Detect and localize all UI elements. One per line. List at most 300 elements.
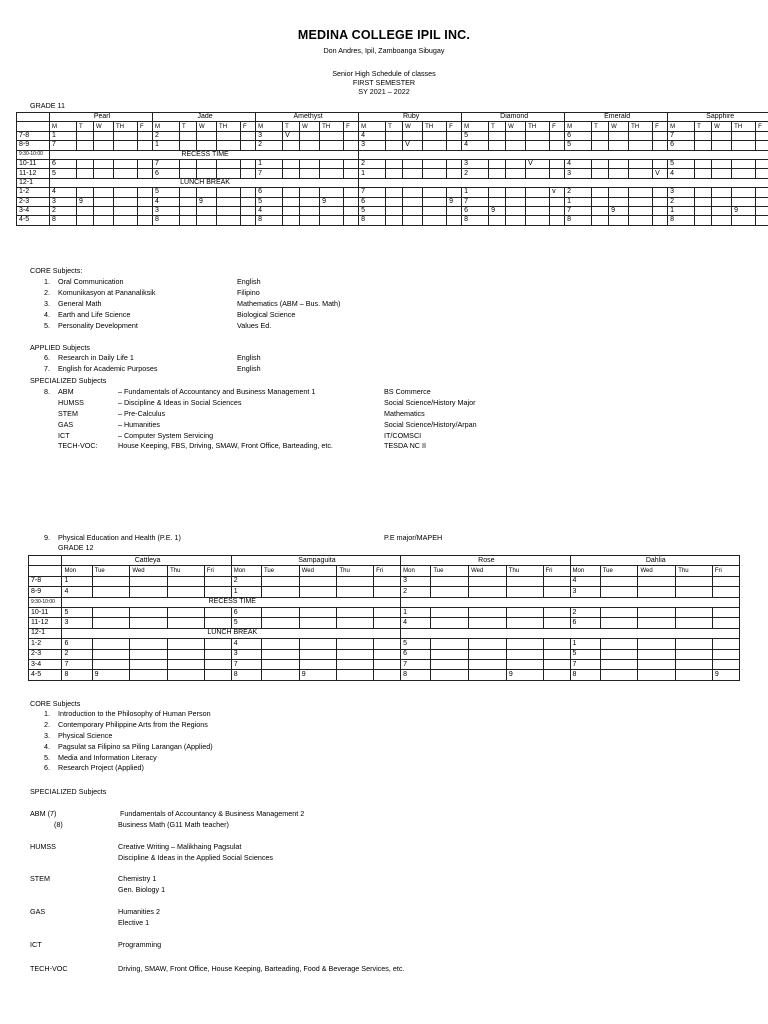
g12-schedule-cell (299, 587, 337, 597)
g11-day-header: T (592, 122, 609, 131)
g11-schedule-cell (592, 206, 609, 215)
g12-schedule-cell: 8 (62, 670, 92, 680)
subject-name: Physical Science (58, 730, 113, 740)
g11-day-header: M (359, 122, 386, 131)
g11-schedule-cell (180, 131, 197, 140)
g11-schedule-cell (344, 206, 359, 215)
g12-schedule-cell (638, 659, 676, 669)
g11-schedule-cell (609, 159, 629, 168)
g12-schedule-cell (130, 670, 168, 680)
g11-schedule-cell (423, 206, 447, 215)
g11-schedule-cell (506, 131, 526, 140)
table-row (17, 188, 768, 197)
school-address: Don Andres, Ipil, Zamboanga Sibugay (323, 46, 445, 55)
g12-schedule-cell (712, 618, 739, 628)
g11-schedule-cell (320, 216, 344, 225)
g11-schedule-cell (283, 206, 300, 215)
g11-schedule-cell (138, 169, 153, 178)
g11-schedule-cell (300, 216, 320, 225)
g11-schedule-cell: 5 (153, 188, 180, 197)
g11-schedule-cell (695, 169, 712, 178)
g12-schedule-cell (299, 649, 337, 659)
subject-name: – Pre-Calculus (118, 408, 166, 418)
g11-schedule-cell (94, 159, 114, 168)
g12-schedule-cell (168, 649, 205, 659)
g11-schedule-cell: 4 (565, 159, 592, 168)
g11-schedule-cell: 7 (153, 159, 180, 168)
g11-schedule-cell (344, 141, 359, 150)
g11-schedule-cell (526, 131, 550, 140)
g11-schedule-cell: 9 (609, 206, 629, 215)
g12-schedule-cell (638, 618, 676, 628)
g11-schedule-cell (526, 197, 550, 206)
g11-schedule-cell (550, 206, 565, 215)
g11-schedule-cell (386, 169, 403, 178)
g11-schedule-cell (241, 169, 256, 178)
g11-schedule-cell: 6 (565, 131, 592, 140)
g12-time-cell: 11-12 (29, 618, 62, 628)
subject-name: Oral Communication (58, 277, 124, 286)
g12-schedule-cell (92, 618, 130, 628)
g11-day-header: M (256, 122, 283, 131)
g11-schedule-cell (283, 141, 300, 150)
item-number: 4. (44, 309, 50, 319)
g12-time-cell: 2-3 (29, 649, 62, 659)
g11-schedule-cell (423, 188, 447, 197)
g11-schedule-cell (609, 188, 629, 197)
g11-schedule-cell (300, 131, 320, 140)
g11-schedule-cell: 3 (462, 159, 489, 168)
g12-schedule-cell (130, 659, 168, 669)
g11-day-header: W (403, 122, 423, 131)
g11-schedule-cell (447, 159, 462, 168)
g11-schedule-cell (241, 159, 256, 168)
g11-schedule-cell: 6 (668, 141, 695, 150)
strand-name: ABM (58, 387, 74, 396)
list-item (58, 441, 748, 452)
g11-schedule-cell (283, 197, 300, 206)
g11-day-header: TH (320, 122, 344, 131)
g11-schedule-cell: 3 (565, 169, 592, 178)
g11-day-header: W (712, 122, 732, 131)
g12-schedule-cell: 6 (231, 607, 261, 617)
g12-schedule-cell (374, 576, 401, 586)
g11-schedule-cell (629, 141, 653, 150)
g11-specialized-list (58, 387, 748, 452)
g11-schedule-cell (447, 141, 462, 150)
g12-schedule-cell (261, 639, 299, 649)
g11-schedule-cell (526, 188, 550, 197)
g11-schedule-cell (114, 159, 138, 168)
g11-schedule-cell (217, 197, 241, 206)
faculty-requirement: IT/COMSCI (384, 430, 422, 440)
g12-day-header: Fri (712, 566, 739, 576)
g12-schedule-cell (204, 587, 231, 597)
g11-schedule-cell (217, 206, 241, 215)
g11-schedule-cell (197, 206, 217, 215)
item-number: 6. (44, 763, 50, 773)
g11-schedule-cell (386, 216, 403, 225)
g11-schedule-cell (550, 169, 565, 178)
g12-schedule-cell (130, 576, 168, 586)
g12-schedule-cell (261, 576, 299, 586)
g12-schedule-cell: 4 (62, 587, 92, 597)
g11-lunch-cell: LUNCH BREAK (50, 178, 359, 187)
list-item (44, 753, 744, 764)
g12-schedule-cell (374, 618, 401, 628)
g11-schedule-cell (712, 188, 732, 197)
g11-schedule-cell (77, 206, 94, 215)
g12-schedule-cell (92, 607, 130, 617)
g11-schedule-cell: 8 (153, 216, 180, 225)
item-number: 6. (44, 353, 50, 362)
g11-schedule-cell (506, 141, 526, 150)
item-number: 3. (44, 298, 50, 308)
g12-schedule-cell (431, 639, 469, 649)
g11-schedule-cell (489, 197, 506, 206)
table-row (17, 141, 768, 150)
g12-day-header: Fri (543, 566, 570, 576)
g11-schedule-cell (217, 188, 241, 197)
item-number: 4. (44, 741, 50, 751)
g11-schedule-cell (550, 141, 565, 150)
faculty-requirement: Biological Science (237, 309, 296, 319)
g11-schedule-cell: 7 (256, 169, 283, 178)
item-number: 7. (44, 363, 50, 373)
g11-schedule-cell (423, 141, 447, 150)
list-item (44, 310, 744, 321)
g11-schedule-cell (403, 159, 423, 168)
g11-schedule-cell (695, 141, 712, 150)
g11-schedule-cell (695, 206, 712, 215)
g12-schedule-cell (261, 670, 299, 680)
g12-schedule-cell (299, 618, 337, 628)
g11-schedule-cell (447, 216, 462, 225)
g11-schedule-cell (197, 131, 217, 140)
g12-schedule-cell: 2 (62, 649, 92, 659)
item-number: 5. (44, 752, 50, 762)
table-row (29, 649, 740, 659)
g12-schedule-cell (337, 576, 374, 586)
g12-schedule-cell (261, 659, 299, 669)
g11-schedule-cell (114, 141, 138, 150)
g12-schedule-cell (374, 670, 401, 680)
faculty-requirement: Mathematics (384, 408, 425, 418)
table-row (17, 178, 768, 187)
grade-12-label: GRADE 12 (58, 543, 94, 552)
g11-schedule-cell: 6 (50, 159, 77, 168)
g11-schedule-cell: 5 (359, 206, 386, 215)
g11-schedule-cell (197, 188, 217, 197)
g12-schedule-cell (431, 649, 469, 659)
g12-time-cell: 1-2 (29, 639, 62, 649)
g11-schedule-cell (217, 216, 241, 225)
g12-schedule-cell: 2 (231, 576, 261, 586)
g11-day-header: W (300, 122, 320, 131)
g11-schedule-cell (77, 159, 94, 168)
g11-schedule-cell: 8 (50, 216, 77, 225)
g11-time-cell: 12-1 (17, 178, 50, 187)
subject-name: – Humanities (118, 419, 160, 429)
g11-schedule-cell (300, 188, 320, 197)
g11-schedule-cell: 7 (50, 141, 77, 150)
subject-name: Research in Daily Life 1 (58, 353, 134, 362)
g11-schedule-cell (695, 188, 712, 197)
g11-schedule-cell: 1 (153, 141, 180, 150)
g11-schedule-cell (423, 169, 447, 178)
g11-schedule-cell (300, 169, 320, 178)
g12-section-dahlia: Dahlia (570, 556, 739, 566)
g11-schedule-cell: 1 (462, 188, 489, 197)
g11-schedule-cell (447, 131, 462, 140)
g11-section-diamond: Diamond (462, 113, 565, 122)
g12-core-list (44, 709, 744, 774)
school-name: MEDINA COLLEGE IPIL INC. (297, 28, 471, 42)
g12-schedule-cell: 9 (712, 670, 739, 680)
g11-schedule-cell (732, 216, 756, 225)
g11-schedule-cell: 9 (447, 197, 462, 206)
g11-schedule-cell (138, 188, 153, 197)
g12-schedule-cell (712, 659, 739, 669)
document-title: Senior High Schedule of classes (332, 69, 436, 78)
g12-schedule-cell (261, 607, 299, 617)
g11-schedule-cell (609, 131, 629, 140)
g12-day-header: Thu (168, 566, 205, 576)
g12-schedule-cell (204, 670, 231, 680)
g11-schedule-cell (629, 197, 653, 206)
g12-schedule-cell (676, 659, 713, 669)
g12-schedule-cell (130, 639, 168, 649)
g12-schedule-cell (261, 587, 299, 597)
g11-schedule-cell (241, 131, 256, 140)
g11-schedule-cell (629, 188, 653, 197)
g12-schedule-cell (337, 670, 374, 680)
g12-schedule-cell (543, 649, 570, 659)
g12-schedule-cell (600, 649, 638, 659)
g11-schedule-cell (653, 159, 668, 168)
table-row (29, 607, 740, 617)
item-number: 2. (44, 287, 50, 297)
g11-schedule-cell (386, 131, 403, 140)
g11-schedule-cell: 4 (50, 188, 77, 197)
g12-schedule-cell: 8 (570, 670, 600, 680)
g11-schedule-cell (138, 197, 153, 206)
g11-schedule-cell (609, 216, 629, 225)
g11-schedule-cell: 8 (668, 216, 695, 225)
g11-time-cell: 2-3 (17, 197, 50, 206)
g12-schedule-cell (600, 639, 638, 649)
g11-schedule-cell (447, 206, 462, 215)
g11-schedule-cell (526, 216, 550, 225)
g12-schedule-cell (600, 659, 638, 669)
g11-schedule-cell (653, 141, 668, 150)
g11-day-header: F (241, 122, 256, 131)
subject-name: Research Project (Applied) (58, 763, 144, 773)
subject-name: Gen. Biology 1 (118, 885, 166, 894)
g12-schedule-cell: 9 (299, 670, 337, 680)
g11-schedule-cell (283, 188, 300, 197)
g12-schedule-cell: 7 (62, 659, 92, 669)
g11-schedule-cell (506, 159, 526, 168)
g12-schedule-cell: 7 (231, 659, 261, 669)
g12-day-header: Wed (299, 566, 337, 576)
g11-schedule-cell (300, 159, 320, 168)
g11-schedule-cell (217, 169, 241, 178)
g11-schedule-cell (629, 206, 653, 215)
g11-schedule-cell (320, 131, 344, 140)
g11-schedule-cell: 4 (668, 169, 695, 178)
g12-schedule-cell (92, 639, 130, 649)
g11-schedule-cell (732, 197, 756, 206)
g11-schedule-cell (756, 206, 768, 215)
g11-schedule-cell (77, 141, 94, 150)
g11-day-header: M (668, 122, 695, 131)
g11-schedule-cell (138, 131, 153, 140)
g11-schedule-cell: 5 (668, 159, 695, 168)
grade-12-schedule-table (28, 555, 740, 681)
g11-pe-subject: Physical Education and Health (P.E. 1) (58, 533, 181, 542)
g11-schedule-cell: 2 (50, 206, 77, 215)
g11-day-header: M (153, 122, 180, 131)
g11-schedule-cell (423, 159, 447, 168)
faculty-requirement: Social Science/History Major (384, 397, 476, 407)
g12-schedule-cell: 1 (401, 607, 431, 617)
g12-corner-cell (29, 566, 62, 576)
g12-schedule-cell: 4 (570, 576, 600, 586)
g11-schedule-cell (386, 188, 403, 197)
g11-schedule-cell: 9 (320, 197, 344, 206)
g11-schedule-cell: 9 (489, 206, 506, 215)
g12-schedule-cell (374, 639, 401, 649)
g11-schedule-cell (712, 159, 732, 168)
g11-schedule-cell (386, 206, 403, 215)
g12-schedule-cell (469, 659, 507, 669)
g11-schedule-cell (489, 188, 506, 197)
g11-schedule-cell: 3 (50, 197, 77, 206)
list-item (44, 709, 744, 720)
g11-schedule-cell (344, 188, 359, 197)
g12-lunch-cell: LUNCH BREAK (62, 628, 401, 638)
list-item (58, 409, 748, 420)
g11-schedule-cell (320, 159, 344, 168)
table-row (17, 197, 768, 206)
g12-schedule-cell (469, 618, 507, 628)
subject-name: Chemistry 1 (118, 874, 157, 883)
g12-schedule-cell (712, 639, 739, 649)
subject-name: Earth and Life Science (58, 309, 131, 319)
g11-schedule-cell: 3 (359, 141, 386, 150)
g11-schedule-cell (629, 216, 653, 225)
g12-schedule-cell (600, 607, 638, 617)
g11-schedule-cell: 6 (359, 197, 386, 206)
list-item (44, 288, 744, 299)
g11-schedule-cell (732, 141, 756, 150)
g12-schedule-cell (204, 576, 231, 586)
faculty-requirement: Values Ed. (237, 320, 272, 330)
g11-schedule-cell (94, 216, 114, 225)
g11-day-header: T (489, 122, 506, 131)
g12-schedule-cell: 2 (570, 607, 600, 617)
item-number: 1. (44, 709, 50, 718)
g11-schedule-cell (756, 131, 768, 140)
g11-time-cell: 9:30-10:00 (17, 150, 50, 159)
g11-schedule-cell (732, 159, 756, 168)
g11-schedule-cell (77, 188, 94, 197)
g11-section-sapphire: Sapphire (668, 113, 768, 122)
g12-schedule-cell (130, 649, 168, 659)
g12-specialized-label: SPECIALIZED Subjects (30, 787, 107, 796)
g12-schedule-cell (676, 607, 713, 617)
g11-schedule-cell (241, 141, 256, 150)
faculty-requirement: English (237, 353, 261, 362)
g11-schedule-cell (592, 131, 609, 140)
g11-specialized-label: SPECIALIZED Subjects (30, 376, 107, 385)
g11-schedule-cell (506, 188, 526, 197)
faculty-requirement: English (237, 363, 261, 373)
g11-schedule-cell (197, 169, 217, 178)
g12-day-header: Wed (638, 566, 676, 576)
g12-schedule-cell (92, 576, 130, 586)
g11-schedule-cell: 8 (256, 216, 283, 225)
g11-schedule-cell (629, 159, 653, 168)
g12-schedule-cell (204, 607, 231, 617)
g11-schedule-cell: V (403, 141, 423, 150)
g12-schedule-cell (168, 659, 205, 669)
g11-schedule-cell (138, 159, 153, 168)
g12-schedule-cell (469, 649, 507, 659)
g11-pe-faculty: P.E major/MAPEH (384, 533, 443, 542)
g12-schedule-cell (676, 587, 713, 597)
g11-schedule-cell (114, 131, 138, 140)
strand-name: TECH-VOC (30, 964, 68, 973)
g12-schedule-cell (638, 576, 676, 586)
g11-schedule-cell (386, 197, 403, 206)
g12-time-cell: 7-8 (29, 576, 62, 586)
g12-schedule-cell (543, 618, 570, 628)
g12-time-cell: 10-11 (29, 607, 62, 617)
g12-schedule-cell (600, 618, 638, 628)
g11-break-rest (359, 178, 768, 187)
g12-schedule-cell (469, 607, 507, 617)
g12-schedule-cell (543, 670, 570, 680)
g12-schedule-cell: 1 (62, 576, 92, 586)
g11-schedule-cell: 4 (359, 131, 386, 140)
g12-schedule-cell (431, 576, 469, 586)
g11-schedule-cell (344, 159, 359, 168)
subject-name: Media and Information Literacy (58, 752, 157, 762)
g11-schedule-cell (756, 141, 768, 150)
g11-schedule-cell: 1 (256, 159, 283, 168)
list-item (44, 720, 744, 731)
g12-schedule-cell (676, 618, 713, 628)
g11-schedule-cell (506, 206, 526, 215)
g12-schedule-cell (712, 607, 739, 617)
g11-schedule-cell (732, 131, 756, 140)
g12-schedule-cell (431, 659, 469, 669)
g12-recess-cell: RECESS TIME (62, 597, 401, 607)
g11-schedule-cell (94, 188, 114, 197)
g11-day-header: TH (114, 122, 138, 131)
g12-schedule-cell: 5 (231, 618, 261, 628)
g11-day-header: TH (629, 122, 653, 131)
g12-day-header-row (29, 566, 740, 576)
subject-name: Fundamentals of Accountancy & Business Management 2 (120, 809, 305, 818)
g11-time-cell: 4-5 (17, 216, 50, 225)
subject-name: Discipline & Ideas in the Applied Social Sciences (118, 853, 274, 862)
g11-core-list (44, 277, 744, 331)
g11-schedule-cell (489, 216, 506, 225)
g11-time-cell: 7-8 (17, 131, 50, 140)
